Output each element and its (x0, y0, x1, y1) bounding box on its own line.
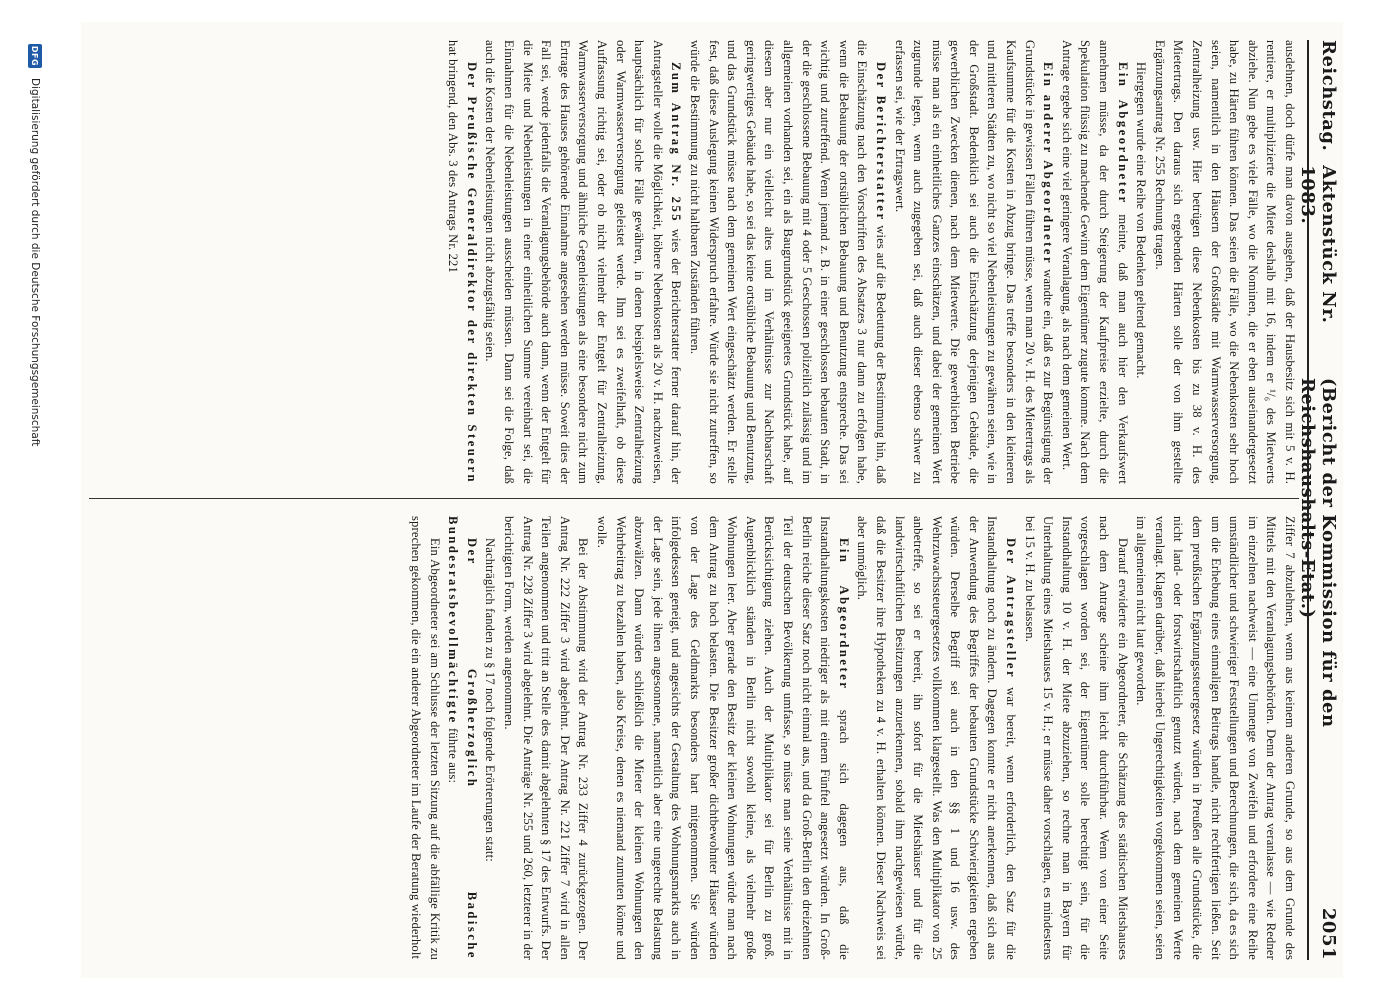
paragraph-text: wies auf die Bedeutung der Bestimmung hin, daß die Einschätzung nach den Vorschriften des Absatzes 3 nur dann zu erfolgen habe, wenn die Bebauung der ortsüblichen Bebauung und Benutzung entspreche. Das sei wichtig und zutreffend. Wenn jemand z. B. in einer geschlossen bebauten Stadt, in der die geschlossene Bebauung mit 4 oder 5 Geschossen polizeilich zulässig und im allgemeinen vorhanden sei, ein als Baugrundstück geeignetes Grundstück habe, auf diesem aber nur ein vielleicht altes und im Verhältnisse zur Nachbarschaft geringwertiges Gebäude habe, so sei das keine ortsübliche Bebauung und Benutzung, und das Grundstück müsse nach dem gemeinen Wert eingeschätzt werden. Er stelle fest, daß diese Auslegung keinen Widerspruch erfahre. Würde sie nicht zutreffen, so würde die Bestimmung zu nicht haltbaren Zuständen führen. (688, 40, 888, 484)
paragraph (592, 516, 852, 960)
paragraph-text: Ziffer 7 abzulehnen, wenn aus keinem anderen Grunde, so aus dem Grunde des Mittels mit den Veranlagungsbehörden. Denn der Antrag veranlasse — wie Redner im einzelnen nachweist — eine Unmenge von Zweifeln und erfordere eine Reihe umständlicher und schwieriger Feststellungen und Berechnungen, die sich, da es sich um die Erhebung eines einmaligen Beitrags handle, nicht rechtfertigen ließen. Seit dem preußischen Ergänzungssteuergesetz würden in Preußen alle Grundstücke, die nicht land- oder forstwirtschaftlich genutzt würden, nach dem gemeinen Werte veranlagt. Klagen darüber, daß hierbei Ungerechtigkeiten vorgekommen seien, seien im allgemeinen nicht laut geworden. (1134, 516, 1297, 960)
speaker-label: Zum Antrag Nr. 255 (669, 62, 684, 224)
paragraph (499, 516, 592, 960)
paragraph-text: Hiergegen wurde eine Reihe von Bedenken geltend gemacht. (1134, 62, 1149, 379)
speaker-label: Ein anderer Abgeordneter (1041, 62, 1056, 266)
column-divider (89, 498, 1299, 499)
header-section: Reichstag. (1318, 40, 1339, 152)
paragraph-text: meinte, daß man auch hier den Verkaufswert annehmen müsse, da der durch Steigerung der Kaufpreise erzielte, durch die Spekulation flüssig zu machende Gewinn dem Eigentümer zugute komme. Nach dem Antrage ergebe sich eine viel geringere Veranlagung, als nach dem gemeinen Wert. (1059, 40, 1130, 484)
paragraph (1132, 516, 1299, 960)
speaker-label: Ein Abgeordneter (836, 538, 851, 691)
paragraph-text: ausdehnen, doch dürfe man davon ausgehen, daß der Hausbesitz sich mit 5 v. H. rentiere, er multiplizierte die Miete deshalb mit 16, indem er ¹/₆ des Mietwerts abziehe. Nun gebe es viele Fälle, wo die Nominen, die er eben auseinandergesetzt habe, zu Härten führen können. Das seien die Fälle, wo die Nebenkosten sehr hoch seien, namentlich in den Häusern der Großstädte mit Warmwasserversorgung, Zentralheizung usw. Hier betrügen diese Nebenkosten bis zu 38 v. H. des Mietertrags. Den daraus sich ergebenden Härten solle der von ihm gestellte Ergänzungsantrag Nr. 255 Rechnung tragen. (1152, 40, 1297, 484)
paragraph-text: wies der Berichterstatter ferner darauf hin, der Antragsteller wolle die Möglichkeit, höhere Nebenkosten als 20 v. H. nachzuweisen, hauptsächlich für solche Fälle gewähren, in denen beispielsweise Zentralheizung oder Warmwasserversorgung geleistet werde. Ihm sei es zweifelhaft, ob diese Auffassung richtig sei, oder ob nicht vielmehr der Entgelt für Zentralheizung, Warmwasserversorgung und ähnliche Gegenleistungen als eine besondere nicht zum Ertrage des Hauses gehörende Einnahme angesehen werden müsse. Soweit dies der Fall sei, werde jedenfalls die Veranlagungsbehörde auch dann, wenn der Entgelt für die Miete und Nebenleistungen in einer einheitlichen Summe vereinbart sei, die Einnahmen für die Nebenleistungen ausscheiden müssen. Dann sei die Folge, daß auch die Kosten der Nebenleistungen nicht abzugsfähig seien. (483, 40, 684, 484)
paragraph-text: führte aus: (446, 724, 461, 784)
running-header (1297, 40, 1339, 960)
speaker-label: Der Großherzoglich Badische Bundesratsbevollmächtigte (446, 516, 479, 960)
paragraph-text: hat bringend, den Abs. 3 des Antrags Nr. 221 (446, 40, 461, 273)
header-title: (Bericht der Kommission für den Reichshaushalts-Etat.) (1297, 377, 1339, 728)
paragraph-text: Bei der Abstimmung wird der Antrag Nr. 233 Ziffer 4 zurückgezogen. Der Antrag Nr. 222 Ziffer 3 wird abgelehnt. Der Antrag Nr. 221 Ziffer 7 wird in allen Teilen angenommen und tritt an Stelle des damit abgelehnten § 17 des Entwurfs. Der Antrag Nr. 228 Ziffer 3 wird abgelehnt. Die Anträge Nr. 255 und 260, letzterer in der berichtigten Form, werden angenommen. (502, 516, 591, 960)
speaker-label: Ein Abgeordneter (1115, 62, 1130, 205)
paragraph (853, 516, 1020, 960)
paragraph (481, 40, 686, 484)
paragraph (1020, 516, 1132, 960)
header-rule (1307, 40, 1309, 960)
paragraph (1150, 40, 1299, 484)
header-document-number: Aktenstück Nr. 1083. (1297, 165, 1339, 324)
speaker-label: Der Preußische Generaldirektor der direkten Steuern (464, 62, 479, 484)
paragraph (481, 516, 500, 960)
digitization-credit (24, 44, 46, 944)
page-number: 2051 (1318, 907, 1339, 960)
paragraph (685, 40, 890, 484)
text-column-right (89, 516, 1299, 960)
credit-text: Digitalisierung gefördert durch die Deutsche Forschungsgemeinschaft (29, 78, 41, 447)
paragraph-text: Ein Abgeordneter sei am Schlusse der letzten Sitzung auf die abfällige Kritik zu sprechen gekommen, die ein anderer Abgeordneter im Laufe der Beratung wiederholt (409, 516, 442, 960)
paragraph (407, 516, 444, 960)
paragraph (890, 40, 1057, 484)
paragraph-text: war bereit, wenn erforderlich, den Satz für die Instandhaltung noch zu ändern. Dagegen konnte er nicht anerkennen, daß sich aus der Anwendung des Begriffes der bebauten Grundstücke Schwierigkeiten ergeben würden. Derselbe Begriff sei auch in den §§ 1 und 16 usw. des Wehrzuwachssteuergesetzes vollkommen klargestellt. Was den Multiplikator von 25 anbetreffe, so sei er bereit, ihn sofort für die Mietshäuser und für die landwirtschaftlichen Besitzungen anzuerkennen, sobald ihm nachgewiesen würde, daß die Besitzer ihre Hypotheken zu 4 v. H. erhalten können. Dieser Nachweis sei aber unmöglich. (855, 516, 1019, 960)
paragraph-text: Darauf erwiderte ein Abgeordneter, die Schätzung des städtischen Mietshauses nach dem Antrage scheine ihm leicht durchführbar. Wenn von einer Seite vorgeschlagen worden sei, der Eigentümer solle berechtigt sein, für die Instandhaltung 10 v. H. der Miete abzuziehen, so rechne man in Bayern für Unterhaltung eines Mietshauses 15 v. H.; er müsse daher vorschlagen, es mindestens bei 15 v. H. zu belassen. (1022, 516, 1130, 960)
speaker-label: Der Berichterstatter (873, 62, 888, 222)
speaker-label: Der Antragsteller (1004, 538, 1019, 680)
dfg-logo: DFG (28, 44, 42, 68)
paragraph-text: wandte ein, daß es zur Begünstigung der Grundstücke in gewissen Fällen führen müsse, wenn man 20 v. H. des Mietertrags als Kaufsumme für die Kosten in Abzug bringe. Das treffe besonders in den kleineren und mittleren Städten zu, wo nicht so viel Nebenleistungen zu gewähren seien, wie in der Großstadt. Bedenklich sei auch die Einschätzung derjenigen Gebäude, die gewerblichen Zwecken dienen, nach dem Mietwerte. Die gewerblichen Betriebe müsse man als ein einheitliches Ganzes einschätzen, und dabei der gemeinen Wert zugrunde legen, wenn auch zugegeben sei, daß auch dieser ebenso schwer zu erfassen sei, wie der Ertragswert. (892, 40, 1056, 484)
paragraph (1132, 40, 1151, 484)
header-left (1297, 40, 1339, 908)
paragraph-text: Nachträglich fanden zu § 17 noch folgende Erörterungen statt: (483, 538, 498, 862)
paragraph (444, 40, 481, 484)
paragraph-text: sprach sich dagegen aus, daß die Instandhaltungskosten niedriger als mit einem Fünftel angesetzt würden. In Groß-Berlin reiche dieser Satz noch nicht einmal aus, und da Groß-Berlin den dreizehnten Teil der deutschen Bevölkerung umfasse, so müsse man seine Verhältnisse mit in Berücksichtigung ziehen. Auch der Multiplikator sei für Berlin zu groß. Augenblicklich ständen in Berlin nicht sowohl kleine, als vielmehr große Wohnungen leer. Aber gerade den Besitz der kleinen Wohnungen würde man nach dem Antrag zu hoch belasten. Die Besitzer großer dichtbewohnter Häuser würden von der Lage des Geldmarkts besonders hart mitgenommen. Sie würden infolgedessen geneigt, und angesichts der Gestaltung des Wohnungsmarkts auch in der Lage sein, jede ihnen angesonnene, namentlich aber eine ungerechte Belastung abzuwälzen. Dann würden schließlich die Mieter der kleinen Wohnungen den Wehrbeitrag zu bezahlen haben, also Kreise, denen es niemand zumuten könne und wolle. (595, 516, 851, 960)
paragraph (1057, 40, 1131, 484)
paragraph (444, 516, 481, 960)
text-column-left (89, 40, 1299, 484)
